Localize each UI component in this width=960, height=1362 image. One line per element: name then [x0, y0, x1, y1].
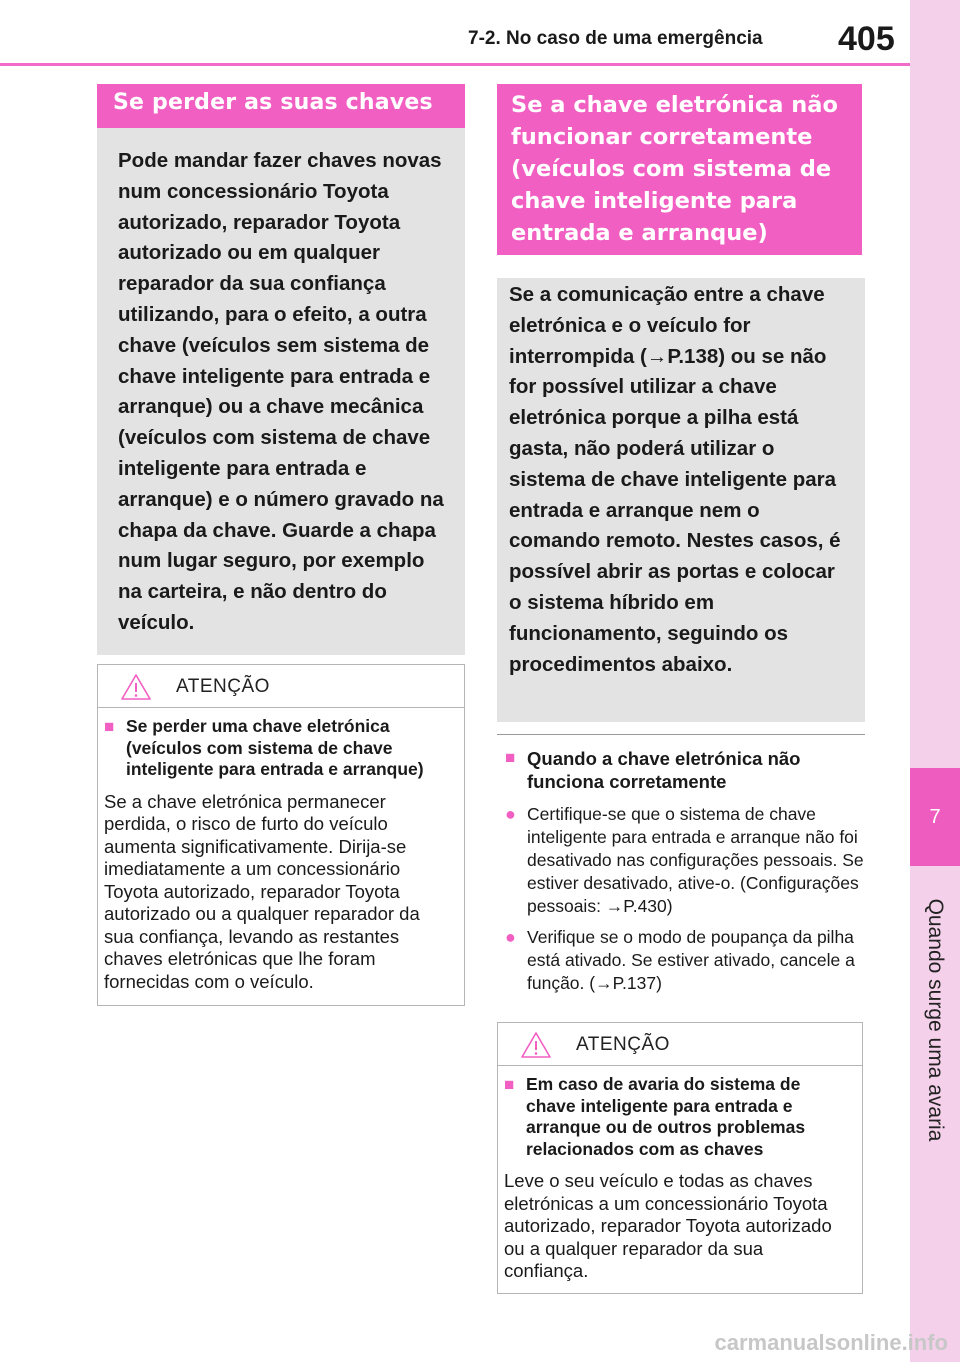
chapter-label: Quando surge uma avaria: [924, 898, 947, 1142]
round-bullet-icon: ●: [505, 804, 516, 824]
list-item: [497, 926, 865, 995]
chapter-number: 7: [910, 768, 960, 866]
section-title-key-malfunction: Se a chave eletrónica não funcionar corretamente (veículos com sistema de chave inteligente para entrada e arranque): [497, 84, 862, 255]
list-item: [497, 803, 865, 918]
warning-heading: [104, 716, 452, 781]
warning-body: [498, 1066, 862, 1283]
note-heading: [497, 747, 865, 793]
warning-text: Se a chave eletrónica permanecer perdida, o risco de furto do veículo aumenta significativamente. Dirija-se imediatamente a um concessionário Toyota autorizado, reparador Toyota autorizado ou a qualquer reparador da sua confiança, levando as restantes chaves eletrónicas que lhe foram fornecidas com o veículo.: [104, 790, 420, 992]
note-divider: [497, 734, 865, 735]
warning-header: [98, 665, 464, 708]
side-tab-band: [910, 0, 960, 1362]
note-block: [497, 734, 865, 1003]
square-bullet-icon: ■: [504, 1075, 515, 1094]
warning-triangle-icon: [120, 673, 152, 701]
header-divider: [0, 63, 910, 66]
list-item-text: Verifique se o modo de poupança da pilha está ativado. Se estiver ativado, cancele a função. (→P.137): [527, 927, 855, 993]
warning-triangle-icon: [520, 1031, 552, 1059]
intro-text: Pode mandar fazer chaves novas num concessionário Toyota autorizado, reparador Toyota autorizado ou em qualquer reparador da sua confiança utilizando, para o efeito, a outra chave (veículos sem sistema de chave inteligente para entrada e arranque) ou a chave mecânica (veículos com sistema de chave inteligente para entrada e arranque) e o número gravado na chapa da chave. Guarde a chapa num lugar seguro, por exemplo na carteira, e não dentro do veículo.: [118, 149, 444, 634]
square-bullet-icon: ■: [104, 717, 115, 736]
warning-heading-text: Em caso de avaria do sistema de chave inteligente para entrada e arranque ou de outros problemas relacionados com as chaves: [526, 1074, 806, 1159]
warning-text: Leve o seu veículo e todas as chaves eletrónicas a um concessionário Toyota autorizado, reparador Toyota autorizado ou a qualquer reparador da sua confiança.: [504, 1170, 832, 1281]
warning-header: [498, 1023, 862, 1066]
watermark: carmanualsonline.info: [714, 1330, 948, 1355]
intro-text: Se a comunicação entre a chave eletrónica e o veículo for interrompida (→P.138) ou se não for possível utilizar a chave eletrónica porque a pilha está gasta, não poderá utilizar o sistema de chave inteligente para entrada e arranque nem o comando remoto. Nestes casos, é possível abrir as portas e colocar o sistema híbrido em funcionamento, seguindo os procedimentos abaixo.: [509, 283, 841, 676]
section-title-lost-keys: Se perder as suas chaves: [97, 84, 465, 128]
list-item-text: Certifique-se que o sistema de chave inteligente para entrada e arranque não foi desativado nas configurações pessoais. Se estiver desativado, ative-o. (Configurações pessoais: →P.430): [527, 804, 864, 916]
note-heading-text: Quando a chave eletrónica não funciona corretamente: [527, 748, 801, 792]
warning-heading: [504, 1074, 850, 1160]
warning-body: [98, 708, 464, 993]
intro-box-key-malfunction: [497, 278, 865, 722]
warning-label: ATENÇÃO: [176, 676, 270, 697]
warning-heading-text: Se perder uma chave eletrónica (veículos com sistema de chave inteligente para entrada e arranque): [126, 716, 424, 779]
warning-label: ATENÇÃO: [576, 1034, 670, 1055]
warning-box-lost-key: [97, 664, 465, 1006]
square-bullet-icon: ■: [505, 748, 516, 767]
header-section-title: 7-2. No caso de uma emergência: [468, 28, 763, 49]
round-bullet-icon: ●: [505, 927, 516, 947]
warning-box-system-failure: [497, 1022, 863, 1294]
page-number: 405: [838, 20, 895, 58]
intro-box-lost-keys: [97, 128, 465, 655]
